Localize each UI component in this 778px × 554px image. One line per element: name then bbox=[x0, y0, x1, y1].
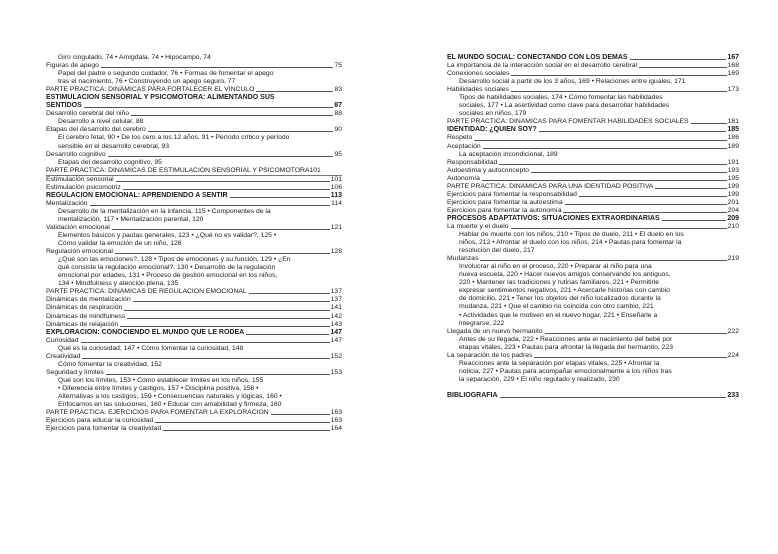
dot-leader bbox=[534, 357, 726, 358]
toc-entry bbox=[46, 321, 342, 329]
dot-leader bbox=[133, 301, 330, 302]
toc-page-number: 83 bbox=[334, 86, 342, 94]
toc-entry-title: Seguridad y límites bbox=[46, 368, 104, 376]
toc-page-number: 163 bbox=[330, 409, 342, 417]
toc-subentries: ¿Qué son las emociones?, 128 • Tipos de emociones y su función, 129 • ¿En bbox=[58, 256, 291, 264]
dot-leader bbox=[120, 326, 329, 327]
toc-entry bbox=[46, 369, 342, 377]
dot-leader bbox=[163, 430, 329, 431]
toc-page-number: 181 bbox=[727, 118, 739, 126]
toc-page-number: 147 bbox=[330, 328, 342, 336]
toc-entry-title: Figuras de apego bbox=[46, 62, 99, 70]
dot-leader bbox=[115, 253, 330, 254]
toc-subentries: niños, 212 • Afrontar el duelo con los niños, 214 • Pautas para fomentar la bbox=[459, 239, 682, 247]
toc-entry-title: La muerte y el duelo bbox=[447, 222, 509, 230]
toc-entry bbox=[46, 409, 342, 417]
toc-subentries: Giro cingulado, 74 • Amígdala, 74 • Hipocampo, 74 bbox=[58, 54, 211, 61]
toc-entry-title: SENTIDOS bbox=[46, 102, 82, 110]
toc-section-heading: ESTIMULACIÓN SENSORIAL Y PSICOMOTORA: ALIMENTANDO SUS bbox=[46, 94, 275, 102]
toc-entry-title: BIBLIOGRAFÍA bbox=[447, 391, 498, 399]
toc-subentries: sociales, 177 • La asertividad como clave para desarrollar habilidades bbox=[459, 102, 670, 110]
dot-leader bbox=[499, 164, 726, 165]
toc-subentries: integrarse, 222 bbox=[459, 319, 505, 327]
dot-leader bbox=[482, 180, 727, 181]
toc-subentries: de domicilio, 221 • Tener los objetos del niño localizados durante la bbox=[459, 295, 661, 303]
toc-entry-title: Desarrollo cerebral del niño bbox=[46, 110, 130, 118]
toc-page-number: 143 bbox=[330, 320, 342, 328]
toc-entry bbox=[447, 199, 739, 207]
dot-leader bbox=[246, 334, 329, 335]
dot-leader bbox=[116, 181, 330, 182]
dot-leader bbox=[511, 228, 727, 229]
toc-subentries: tras el nacimiento, 76 • Construyendo un apego seguro, 77 bbox=[58, 78, 236, 86]
toc-entry-title: Desarrollo cognitivo bbox=[46, 150, 106, 158]
toc-entry bbox=[447, 62, 739, 70]
dot-leader bbox=[127, 318, 329, 319]
toc-subentries: sensible en el desarrollo cerebral, 93 bbox=[58, 142, 170, 150]
toc-subentries: Desarrollo de la mentalización en la infancia, 115 • Componentes de la bbox=[58, 207, 271, 215]
toc-entry bbox=[46, 304, 342, 312]
toc-entry bbox=[447, 70, 739, 78]
toc-entry bbox=[447, 118, 739, 126]
toc-page-number: 147 bbox=[330, 336, 342, 344]
toc-entry bbox=[46, 200, 342, 208]
toc-subentries: mentalización, 117 • Mentalización parental, 120 bbox=[58, 215, 204, 223]
toc-subentries: Cómo validar la emoción de un niño, 126 bbox=[58, 240, 182, 248]
toc-page-number: 141 bbox=[330, 304, 342, 312]
dot-leader bbox=[483, 148, 727, 149]
toc-page-number: 163 bbox=[330, 417, 342, 425]
toc-entry-title: Curiosidad bbox=[46, 336, 79, 344]
toc-page-number: 75 bbox=[334, 62, 342, 70]
dot-leader bbox=[579, 196, 727, 197]
toc-entry bbox=[447, 175, 739, 183]
toc-entry-title: Dinámicas de respiración bbox=[46, 304, 123, 312]
toc-entry-title: Conexiones sociales bbox=[447, 70, 510, 78]
toc-entry bbox=[46, 126, 342, 134]
toc-page-number: 90 bbox=[334, 126, 342, 134]
toc-entry bbox=[46, 313, 342, 321]
toc-subentries: • Actividades que le motiven en el nuevo hogar, 221 • Enseñarle a bbox=[459, 311, 658, 319]
dot-leader bbox=[106, 374, 330, 375]
toc-subentries: • Diferencia entre límites y castigos, 157 • Disciplina positiva, 158 • bbox=[58, 384, 259, 392]
toc-subentries: La aceptación incondicional, 189 bbox=[459, 150, 558, 158]
toc-entry bbox=[447, 223, 739, 231]
toc-page-number: 121 bbox=[330, 223, 342, 231]
toc-entry bbox=[46, 224, 342, 232]
toc-section-heading bbox=[447, 126, 739, 134]
toc-entry-title: Autoestima y autoconcepto bbox=[447, 166, 529, 174]
toc-entry-title: Creatividad bbox=[46, 352, 81, 360]
toc-entry bbox=[447, 255, 739, 263]
toc-entry-title: Ejercicios para educar la curiosidad bbox=[46, 417, 154, 425]
toc-entry-title: Estimulación psicomotriz bbox=[46, 183, 121, 191]
toc-page-number: 137 bbox=[330, 296, 342, 304]
spacer bbox=[447, 384, 739, 392]
dot-leader bbox=[84, 107, 333, 108]
toc-entry-title: Llegada de un nuevo hermanito bbox=[447, 327, 543, 335]
toc-subentries: Desarrollo a nivel celular, 88 bbox=[58, 118, 144, 126]
toc-section-heading bbox=[447, 215, 739, 223]
toc-subentries: Etapas del desarrollo cognitivo, 95 bbox=[58, 158, 162, 166]
toc-subentries: Papel del padre o segundo cuidador, 76 • Formas de fomentar el apego bbox=[58, 70, 274, 78]
toc-page-number: 137 bbox=[330, 288, 342, 296]
dot-leader bbox=[123, 189, 330, 190]
toc-subentries: sociales en niños, 179 bbox=[459, 110, 527, 118]
toc-subentries: expresar sentimientos negativos, 221 • Acercarle historias con cambio bbox=[459, 287, 670, 295]
toc-section-heading bbox=[46, 192, 342, 200]
toc-page-number: 106 bbox=[330, 183, 342, 191]
toc-section-heading bbox=[447, 54, 739, 62]
dot-leader bbox=[249, 293, 330, 294]
toc-section-heading bbox=[46, 102, 342, 110]
toc-entry bbox=[447, 328, 739, 336]
toc-entry-title: Responsabilidad bbox=[447, 158, 498, 166]
toc-page-number: 219 bbox=[727, 255, 739, 263]
dot-leader bbox=[511, 91, 727, 92]
toc-entry bbox=[46, 151, 342, 159]
toc-page-number: 191 bbox=[727, 158, 739, 166]
dot-leader bbox=[81, 342, 330, 343]
toc-page-number: 113 bbox=[330, 191, 342, 199]
toc-subentries: Enfocarnos en las soluciones, 160 • Educar con amabilidad y firmeza, 160 bbox=[58, 401, 282, 409]
toc-entry bbox=[46, 425, 342, 433]
toc-subentries: Qué son los límites, 153 • Cómo establecer límites en los niños, 155 bbox=[58, 376, 264, 384]
dot-leader bbox=[256, 91, 333, 92]
toc-page-number: 209 bbox=[727, 214, 739, 222]
dot-leader bbox=[230, 197, 330, 198]
toc-entry-title: Etapas del desarrollo del cerebro bbox=[46, 126, 146, 134]
toc-page-number: 152 bbox=[330, 352, 342, 360]
toc-page-number: 87 bbox=[334, 102, 342, 110]
toc-entry: PARTE PRÁCTICA: DINÁMICAS DE ESTIMULACIÓN SENSORIAL Y PSICOMOTORA101 bbox=[46, 167, 342, 176]
toc-entry-title: Dinámicas de mindfulness bbox=[46, 312, 126, 320]
toc-entry bbox=[46, 110, 342, 118]
toc-page-number: 168 bbox=[727, 62, 739, 70]
dot-leader bbox=[124, 310, 329, 311]
dot-leader bbox=[639, 67, 727, 68]
toc-subentries: etapas vitales, 223 • Pautas para afrontar la llegada del hermanito, 223 bbox=[459, 343, 673, 351]
toc-entry bbox=[46, 248, 342, 256]
toc-entry bbox=[46, 62, 342, 70]
toc-entry bbox=[447, 159, 739, 167]
dot-leader bbox=[500, 397, 727, 398]
toc-subentries: Reacciones ante la separación por etapas vitales, 225 • Afrontar la bbox=[459, 359, 660, 367]
toc-subentries: El cerebro fetal, 90 • De los cero a los 12 años, 91 • Período crítico y período bbox=[58, 134, 290, 142]
toc-page-number: 185 bbox=[727, 126, 739, 134]
dot-leader bbox=[539, 131, 726, 132]
toc-subentries: nueva escuela, 220 • Hacer nuevos amigos conservando los antiguos, bbox=[459, 271, 671, 279]
toc-entry-title: Autonomía bbox=[447, 174, 480, 182]
toc-column-left bbox=[46, 54, 342, 433]
toc-page-number: 95 bbox=[334, 150, 342, 158]
toc-page-number: 186 bbox=[727, 134, 739, 142]
toc-page-number: 210 bbox=[727, 222, 739, 230]
toc-section-heading bbox=[447, 392, 739, 400]
toc-page-number: 199 bbox=[727, 182, 739, 190]
toc-entry-title: Aceptación bbox=[447, 142, 481, 150]
toc-entry-title: EXPLORACIÓN: CONOCIENDO EL MUNDO QUE LE RODEA bbox=[46, 328, 245, 336]
toc-entry bbox=[46, 288, 342, 296]
toc-entry bbox=[447, 183, 739, 191]
toc-page-number: 173 bbox=[727, 86, 739, 94]
toc-page-number: 101 bbox=[330, 175, 342, 183]
toc-subentries: Desarrollo social a partir de los 3 años, 169 • Relaciones entre iguales, 171 bbox=[459, 78, 686, 86]
toc-entry-title: La separación de los padres bbox=[447, 351, 533, 359]
toc-entry-title: REGULACIÓN EMOCIONAL: APRENDIENDO A SENTIR bbox=[46, 191, 228, 199]
toc-entry bbox=[447, 352, 739, 360]
dot-leader bbox=[131, 115, 333, 116]
toc-entry bbox=[46, 296, 342, 304]
toc-entry-title: PROCESOS ADAPTATIVOS: SITUACIONES EXTRAORDINARIAS bbox=[447, 214, 660, 222]
dot-leader bbox=[662, 220, 727, 221]
toc-subentries: qué consiste la regulación emocional?, 130 • Desarrollo de la regulación bbox=[58, 264, 276, 272]
toc-page-number: 204 bbox=[727, 206, 739, 214]
dot-leader bbox=[655, 188, 726, 189]
toc-entry bbox=[46, 417, 342, 425]
toc-page-number: 193 bbox=[727, 166, 739, 174]
toc-entry bbox=[46, 176, 342, 184]
toc-page-number: 88 bbox=[334, 110, 342, 118]
toc-page-number: 128 bbox=[330, 248, 342, 256]
toc-entry-title: Mentalización bbox=[46, 199, 88, 207]
dot-leader bbox=[563, 212, 726, 213]
toc-entry bbox=[46, 184, 342, 192]
toc-entry-title: IDENTIDAD: ¿QUIÉN SOY? bbox=[447, 126, 537, 134]
dot-leader bbox=[108, 156, 334, 157]
toc-entry-title: La importancia de la interacción social en el desarrollo cerebral bbox=[447, 62, 638, 70]
toc-subentries: Cómo fomentar la creatividad, 152 bbox=[58, 360, 162, 368]
toc-entry-title: PARTE PRÁCTICA: EJERCICIOS PARA FOMENTAR LA EXPLORACIÓN bbox=[46, 409, 269, 417]
toc-subentries: Alternativas a los castigos, 159 • Consecuencias naturales y lógicas, 160 • bbox=[58, 392, 282, 400]
toc-page-number: 167 bbox=[727, 54, 739, 61]
dot-leader bbox=[511, 75, 726, 76]
toc-entry bbox=[447, 167, 739, 175]
toc-entry bbox=[447, 86, 739, 94]
dot-leader bbox=[545, 333, 727, 334]
toc-entry-title: Ejercicios para fomentar la autonomía bbox=[447, 206, 562, 214]
toc-entry-title: Habilidades sociales bbox=[447, 86, 509, 94]
dot-leader bbox=[148, 131, 334, 132]
toc-entry bbox=[447, 134, 739, 142]
dot-leader bbox=[112, 229, 330, 230]
toc-page-number: 233 bbox=[727, 391, 739, 399]
toc-entry-title: PARTE PRÁCTICA: DINÁMICAS DE REGULACIÓN EMOCIONAL bbox=[46, 288, 247, 296]
dot-leader bbox=[271, 414, 330, 415]
toc-subentries: Antes de su llegada, 222 • Reacciones ante el nacimiento del bebé por bbox=[459, 335, 673, 343]
toc-subentries: 134 • Mindfulness y atención plena, 135 bbox=[58, 280, 179, 288]
toc-entry-title: Mudanzas bbox=[447, 255, 479, 263]
toc-entry-title: Ejercicios para fomentar la creatividad bbox=[46, 425, 162, 433]
toc-subentries: 220 • Mantener las tradiciones y rutinas familiares, 221 • Permitirle bbox=[459, 279, 660, 287]
toc-entry-title: Validación emocional bbox=[46, 223, 110, 231]
toc-page-number: 201 bbox=[727, 198, 739, 206]
toc-page-number: 169 bbox=[727, 70, 739, 78]
toc-entry-title: Ejercicios para fomentar la responsabilidad bbox=[447, 190, 577, 198]
toc-entry-title: Respeto bbox=[447, 134, 473, 142]
dot-leader bbox=[531, 172, 727, 173]
toc-entry-title: Dinámicas de relajación bbox=[46, 320, 119, 328]
toc-page-number: 153 bbox=[330, 368, 342, 376]
dot-leader bbox=[480, 260, 726, 261]
toc-subentries: Qué es la curiosidad, 147 • Cómo fomentar la curiosidad, 148 bbox=[58, 344, 244, 352]
dot-leader bbox=[82, 358, 329, 359]
dot-leader bbox=[630, 59, 727, 60]
dot-leader bbox=[565, 204, 727, 205]
dot-leader bbox=[155, 422, 329, 423]
toc-page-number: 164 bbox=[330, 425, 342, 433]
toc-page-number: 199 bbox=[727, 190, 739, 198]
toc-column-right bbox=[447, 54, 739, 400]
toc-page-number: 195 bbox=[727, 174, 739, 182]
toc-page-number: 142 bbox=[330, 312, 342, 320]
toc-entry-title: Estimulación sensorial bbox=[46, 175, 114, 183]
dot-leader bbox=[691, 123, 727, 124]
dot-leader bbox=[474, 140, 726, 141]
toc-page-number: 222 bbox=[727, 327, 739, 335]
toc-page-number: 224 bbox=[727, 351, 739, 359]
toc-page-number: 189 bbox=[727, 142, 739, 150]
toc-subentries: mudanza, 221 • Que el cambio no coincida con otro cambio, 221 bbox=[459, 303, 654, 311]
toc-page-number: 114 bbox=[331, 199, 342, 207]
dot-leader bbox=[90, 205, 331, 206]
toc-subentries: Hablar de muerte con los niños, 210 • Tipos de duelo, 211 • El duelo en los bbox=[459, 231, 684, 239]
toc-entry-title: PARTE PRÁCTICA: DINÁMICAS PARA FOMENTAR HABILIDADES SOCIALES bbox=[447, 118, 689, 126]
toc-subentries: Tipos de habilidades sociales, 174 • Cómo fomentar las habilidades bbox=[459, 94, 663, 102]
toc-entry-title: Ejercicios para fomentar la autoestima bbox=[447, 198, 563, 206]
toc-subentries: Elementos básicos y pautas generales, 123 • ¿Qué no es validar?, 125 • bbox=[58, 232, 277, 240]
toc-entry-title: PARTE PRÁCTICA: DINÁMICAS PARA UNA IDENTIDAD POSITIVA bbox=[447, 182, 654, 190]
toc-entry-title: PARTE PRÁCTICA: DINÁMICAS PARA FORTALECER EL VÍNCULO bbox=[46, 86, 255, 94]
toc-subentries: resolución del duelo, 217 bbox=[459, 247, 535, 255]
toc-section-heading bbox=[46, 329, 342, 337]
toc-subentries: emocional por edades, 131 • Proceso de gestión emocional en los niños, bbox=[58, 272, 278, 280]
toc-subentries: noticia, 227 • Pautas para acompañar emocionalmente a los niños tras bbox=[459, 367, 672, 375]
toc-entry-title: Regulación emocional bbox=[46, 248, 113, 256]
dot-leader bbox=[101, 67, 334, 68]
toc-entry bbox=[447, 207, 739, 215]
toc-entry bbox=[46, 353, 342, 361]
toc-entry bbox=[46, 337, 342, 345]
toc-entry-title: Dinámicas de mentalización bbox=[46, 296, 131, 304]
toc-subentries: Involucrar al niño en el proceso, 220 • Preparar al niño para una bbox=[459, 263, 652, 271]
toc-entry bbox=[447, 143, 739, 151]
toc-entry bbox=[46, 86, 342, 94]
toc-entry bbox=[447, 191, 739, 199]
toc-subentries: la separación, 229 • El niño regulado y realizado, 230 bbox=[459, 375, 620, 383]
toc-entry-title: EL MUNDO SOCIAL: CONECTANDO CON LOS DEMÁS bbox=[447, 54, 628, 61]
